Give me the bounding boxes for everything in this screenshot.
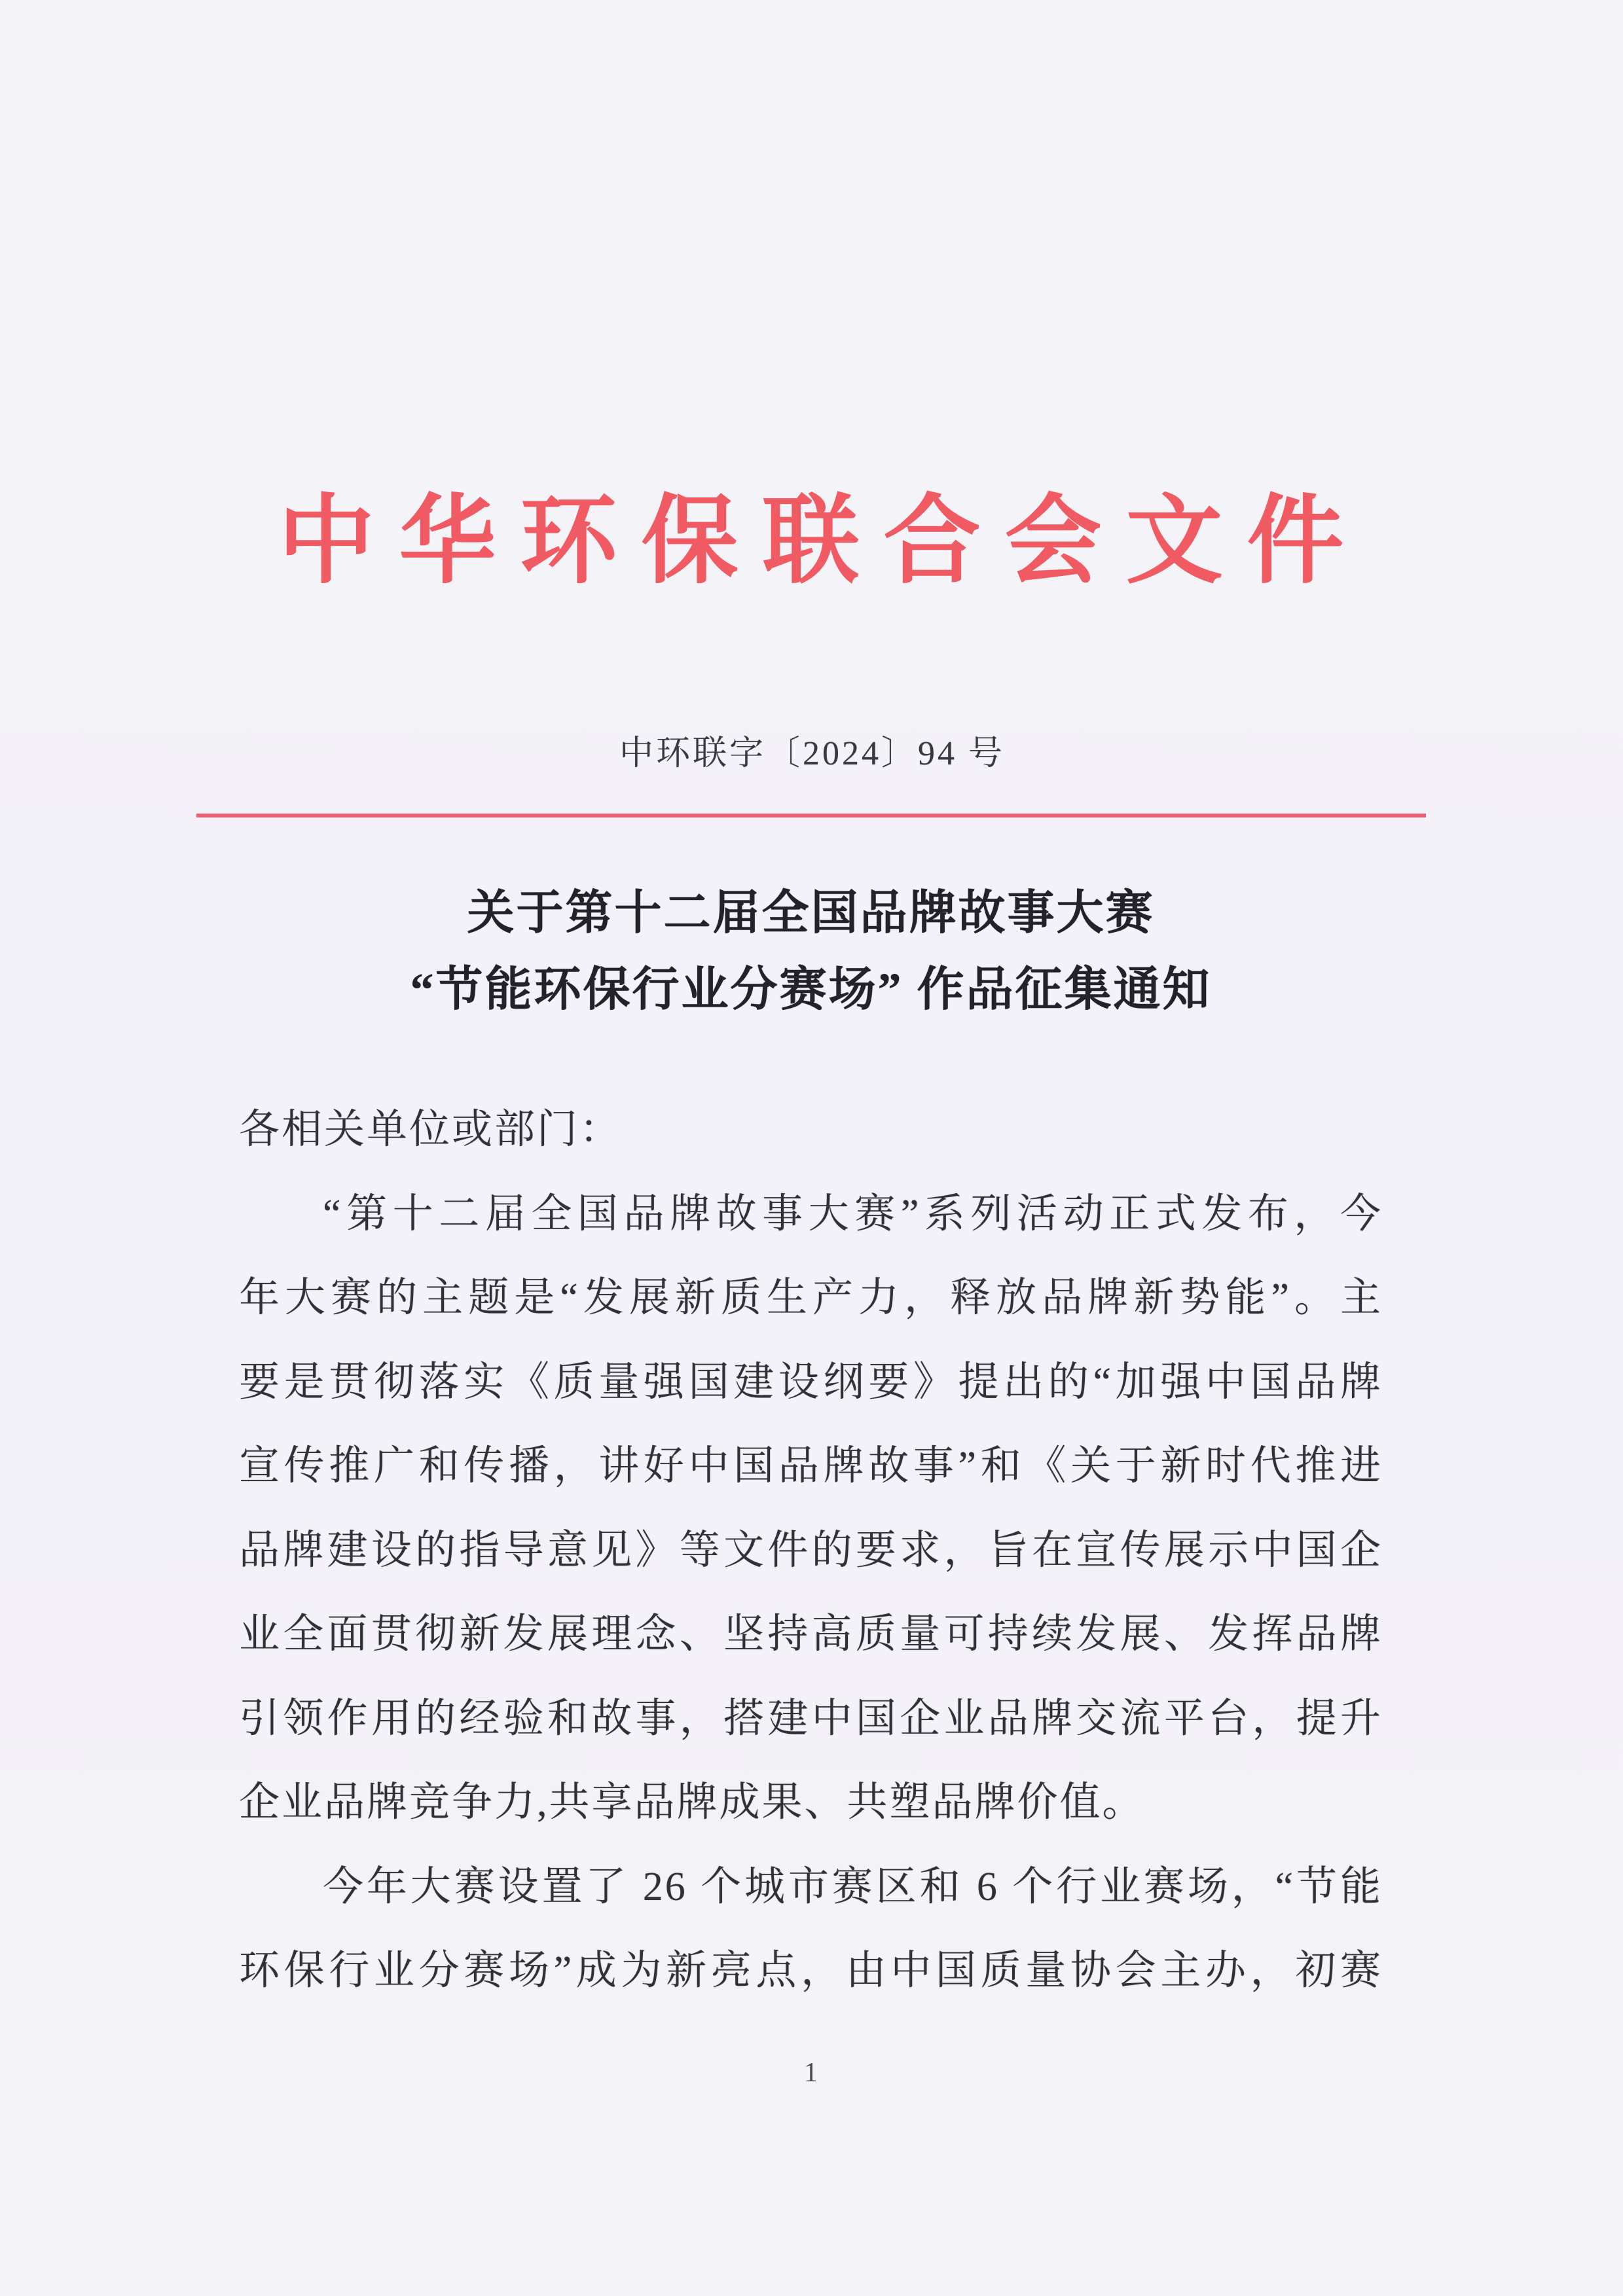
- document-content: [0, 488, 1623, 2088]
- body-line: “第十二届全国品牌故事大赛”系列活动正式发布，今: [323, 1191, 1383, 1236]
- doc-number: 中环联字〔2024〕94 号: [619, 735, 1005, 772]
- body-line: 品牌建设的指导意见》等文件的要求，旨在宣传展示中国企: [239, 1528, 1383, 1573]
- body-line: 宣传推广和传播，讲好中国品牌故事”和《关于新时代推进: [239, 1444, 1383, 1488]
- page-number: 1: [804, 2057, 818, 2088]
- body-line: 要是贯彻落实《质量强国建设纲要》提出的“加强中国品牌: [239, 1359, 1383, 1405]
- document-title: [239, 875, 1383, 1028]
- salutation: 各相关单位或部门：: [239, 1107, 623, 1152]
- red-divider: [196, 814, 1426, 817]
- document-title-line2: “节能环保行业分赛场” 作品征集通知: [410, 963, 1212, 1016]
- body-line: 年大赛的主题是“发展新质生产力，释放品牌新势能”。主: [239, 1276, 1383, 1320]
- body-line: 今年大赛设置了 26 个城市赛区和 6 个行业赛场，“节能: [323, 1864, 1383, 1909]
- body-line: 企业品牌竞争力,共享品牌成果、共塑品牌价值。: [239, 1780, 1145, 1825]
- document-title-line1: 关于第十二届全国品牌故事大赛: [467, 887, 1155, 939]
- body-line: 业全面贯彻新发展理念、坚持高质量可持续发展、发挥品牌: [239, 1612, 1383, 1657]
- body-line: 环保行业分赛场”成为新亮点，由中国质量协会主办，初赛: [239, 1948, 1383, 1993]
- body-line: 引领作用的经验和故事，搭建中国企业品牌交流平台，提升: [239, 1696, 1383, 1741]
- org-letterhead-title: 中华环保联合会文件: [278, 488, 1368, 596]
- document-body: [239, 1088, 1383, 2013]
